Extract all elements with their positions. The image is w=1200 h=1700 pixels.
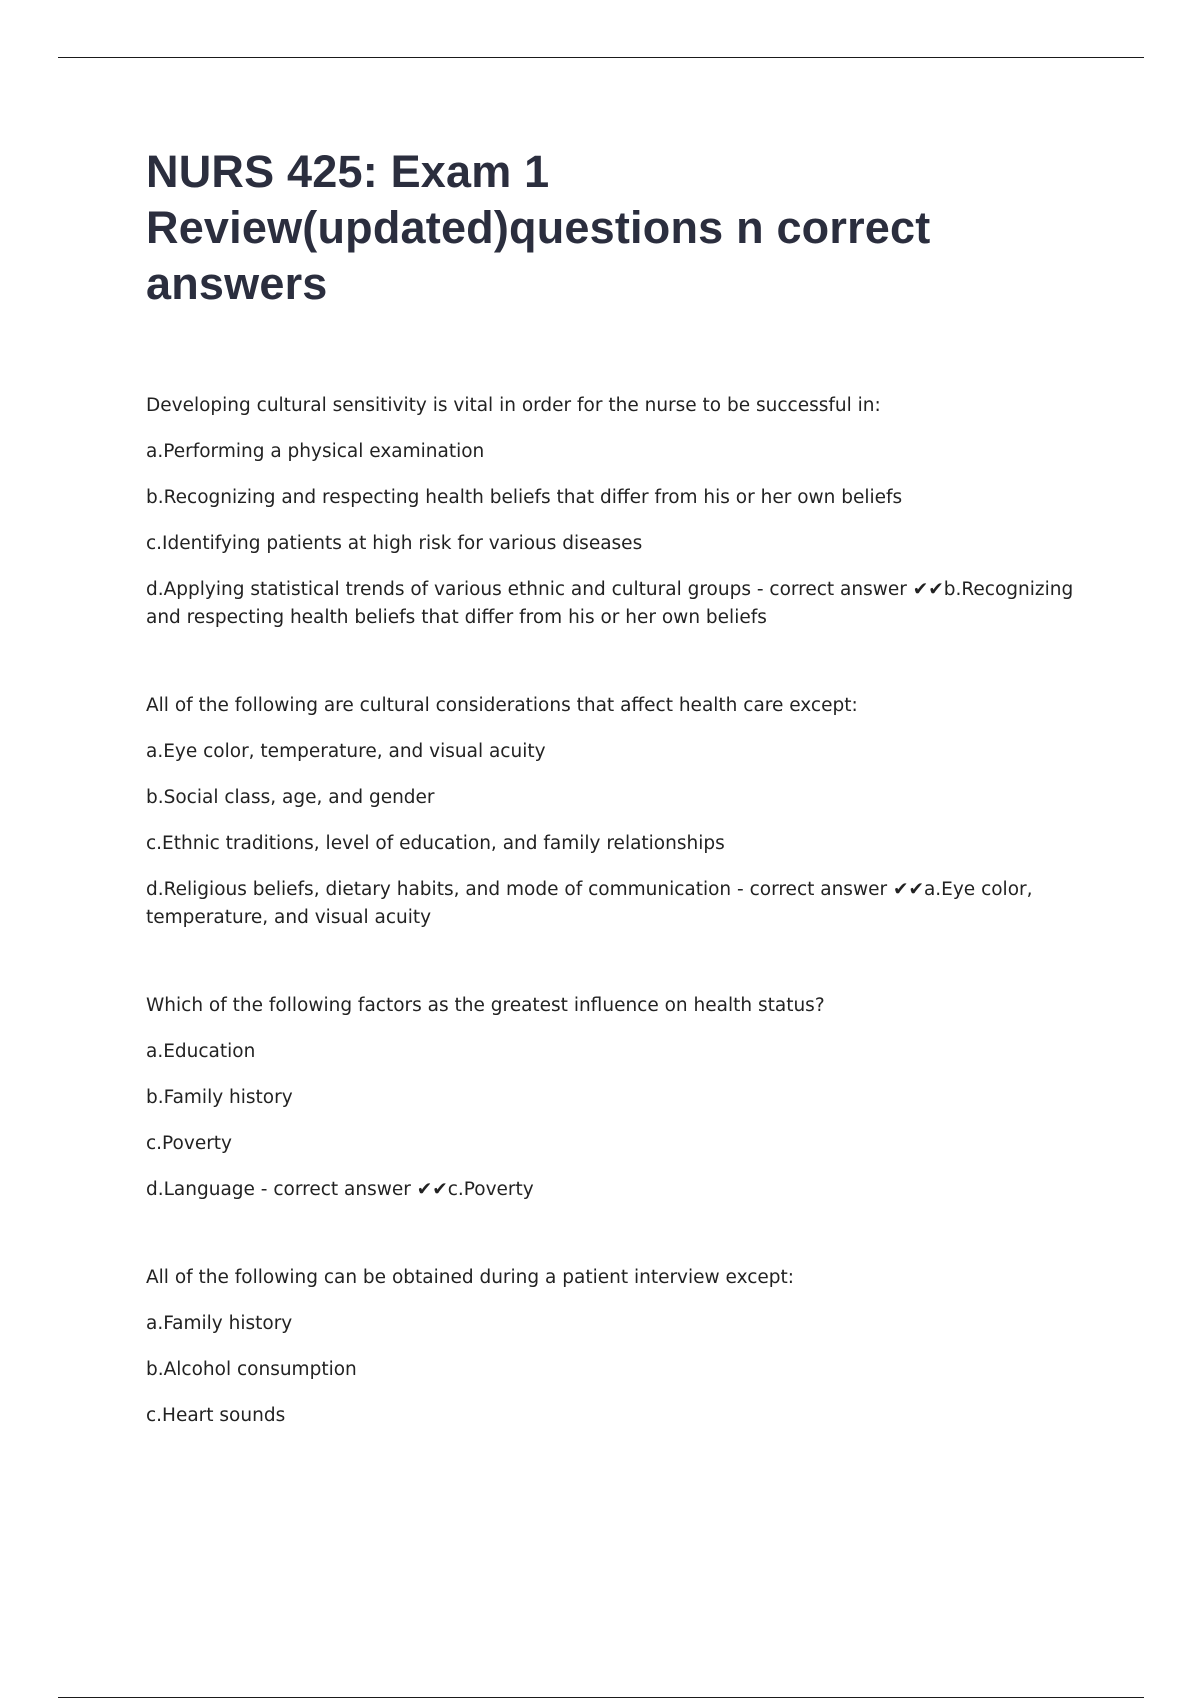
question-stem: Developing cultural sensitivity is vital in order for the nurse to be successful in: bbox=[146, 395, 881, 416]
question-stem: Which of the following factors as the greatest influence on health status? bbox=[146, 995, 825, 1016]
answer-option-b: b.Alcohol consumption bbox=[146, 1359, 357, 1380]
answer-option-d: d.Applying statistical trends of various ethnic and cultural groups - correct answer ✔✔b.Recognizing and respecting health beliefs that differ from his or her own beliefs bbox=[146, 579, 1074, 628]
answer-option-a: a.Family history bbox=[146, 1313, 293, 1334]
document-title: NURS 425: Exam 1 Review(updated)questions n correct answers bbox=[146, 146, 931, 309]
question-1 bbox=[146, 392, 1106, 632]
answer-option-a: a.Eye color, temperature, and visual acuity bbox=[146, 741, 546, 762]
answer-option-d: d.Religious beliefs, dietary habits, and mode of communication - correct answer ✔✔a.Eye color, temperature, and visual acuity bbox=[146, 879, 1033, 928]
top-divider bbox=[58, 57, 1144, 58]
answer-option-c: c.Identifying patients at high risk for various diseases bbox=[146, 533, 643, 554]
answer-option-a: a.Education bbox=[146, 1041, 256, 1062]
question-list bbox=[146, 392, 1106, 1430]
answer-option-c: c.Ethnic traditions, level of education, and family relationships bbox=[146, 833, 725, 854]
answer-option-b: b.Social class, age, and gender bbox=[146, 787, 435, 808]
question-2 bbox=[146, 692, 1106, 932]
answer-option-c: c.Heart sounds bbox=[146, 1405, 286, 1426]
question-stem: All of the following can be obtained during a patient interview except: bbox=[146, 1267, 795, 1288]
answer-option-b: b.Family history bbox=[146, 1087, 293, 1108]
document-body bbox=[146, 144, 1106, 1490]
answer-option-c: c.Poverty bbox=[146, 1133, 233, 1154]
question-3 bbox=[146, 992, 1106, 1204]
answer-option-b: b.Recognizing and respecting health beliefs that differ from his or her own beliefs bbox=[146, 487, 903, 508]
question-4 bbox=[146, 1264, 1106, 1430]
answer-option-d: d.Language - correct answer ✔✔c.Poverty bbox=[146, 1179, 534, 1200]
answer-option-a: a.Performing a physical examination bbox=[146, 441, 485, 462]
bottom-divider bbox=[58, 1697, 1144, 1698]
question-stem: All of the following are cultural considerations that affect health care except: bbox=[146, 695, 858, 716]
